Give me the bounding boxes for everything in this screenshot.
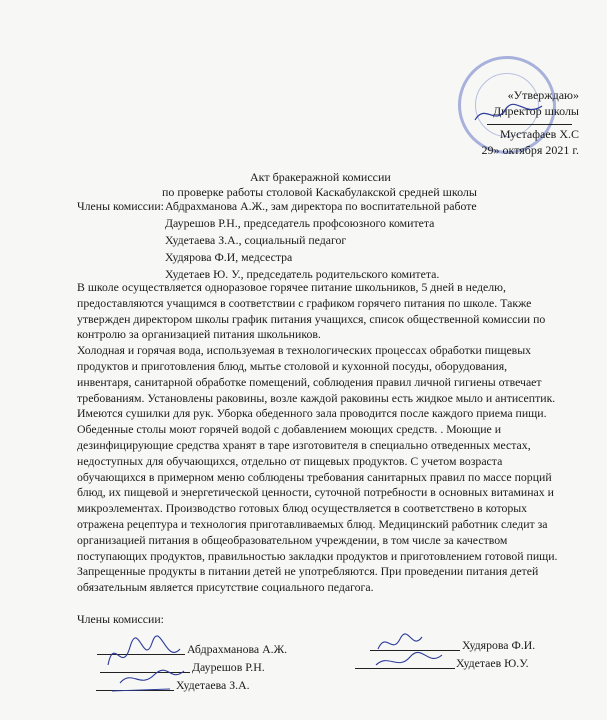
body-line: дезинфицирующие средства хранят в таре изготовителя в специально отведенных местах,: [77, 437, 531, 452]
signature-name: Худетаева З.А.: [176, 678, 250, 692]
body-line: блюд, их пищевой и энергетической ценности, суточной потребности в основных витаминах и: [77, 485, 554, 500]
body-line: Имеются сушилки для рук. Уборка обеденного зала проводится после каждого приема пищи.: [77, 406, 547, 421]
commission-label: Члены комиссии:: [77, 199, 164, 213]
act-title-line-1: Акт бракеражной комиссии: [250, 170, 391, 184]
approval-line-3: Мустафаев Х.С: [499, 127, 579, 141]
commission-member: Худетаева З.А., социальный педагог: [165, 233, 347, 247]
body-line: требованиям. Установлены раковины, возле каждой раковины есть жидкое мыло и антисептик.: [77, 390, 556, 405]
body-line: обязательным является присутствие социального педагога.: [77, 580, 374, 595]
commission-member: Худетаев Ю. У., председатель родительского комитета.: [165, 267, 440, 281]
approval-line-2: Директор школы: [492, 103, 579, 118]
handwritten-signature: [372, 625, 462, 675]
body-line: утвержден директором школы график питания учащихся, список общественной комиссии по: [77, 311, 546, 326]
act-title-line-2: по проверке работы столовой Каскабулакской средней школы: [162, 185, 477, 199]
body-line: организацией питания в общеобразовательном учреждении, в том числе за качеством: [77, 532, 508, 547]
approval-line-1: «Утверждаю»: [507, 88, 579, 102]
handwritten-signature: [100, 625, 190, 695]
body-line: В школе осуществляется одноразовое горячее питание школьников, 5 дней в неделю,: [77, 280, 506, 294]
body-line: продуктов и приготовления блюд, мытье столовой и кухонной посуды, оборудования,: [77, 358, 508, 373]
body-line: контролю за организацией питания школьников.: [77, 327, 321, 342]
body-line: предоставляются учащимся в соответствии с графиком горячего питания по школе. Также: [77, 295, 532, 310]
commission-member: Худярова Ф.И, медсестра: [165, 250, 293, 264]
body-line: Запрещенные продукты в питании детей не употребляются. При проведении питания детей: [77, 564, 539, 579]
act-body: [77, 280, 577, 596]
signature-name: Абдрахманова А.Ж.: [187, 642, 288, 656]
body-line: обучающихся в примерном меню соблюдены требования санитарных правил по массе порций: [77, 469, 552, 484]
body-line: поступающих продуктов, правильностью закладки продуктов и приготовлением готовой пищи.: [77, 548, 558, 563]
signatures-label: Члены комиссии:: [77, 612, 164, 626]
body-line: Холодная и горячая вода, используемая в технологических процессах обработки пищевых: [77, 343, 532, 358]
approval-line-4: 29» октября 2021 г.: [481, 142, 579, 157]
body-line: Обеденные столы моют горячей водой с добавлением моющих средств. . Моющие и: [77, 422, 502, 437]
signature-name: Худярова Ф.И.: [462, 638, 536, 652]
signature-name: Даурешов Р.Н.: [192, 660, 265, 674]
body-line: недоступных для обучающихся, отдельно от пищевых продуктов. С учетом возраста: [77, 453, 503, 468]
commission-member: Даурешов Р.Н., председатель профсоюзного комитета: [165, 216, 435, 230]
body-line: отражена рецептура и технология приготавливаемых блюд. Медицинский работник следит за: [77, 516, 548, 531]
body-line: инвентаря, санитарной обработке помещений, соблюдения правил личной гигиены отвечает: [77, 374, 542, 389]
commission-member: Абдрахманова А.Ж., зам директора по воспитательной работе: [165, 199, 477, 213]
body-line: микроэлементах. Производство готовых блюд осуществляется в соответствено в которых: [77, 501, 528, 516]
director-signature: [470, 98, 550, 128]
signature-name: Худетаев Ю.У.: [456, 656, 529, 670]
